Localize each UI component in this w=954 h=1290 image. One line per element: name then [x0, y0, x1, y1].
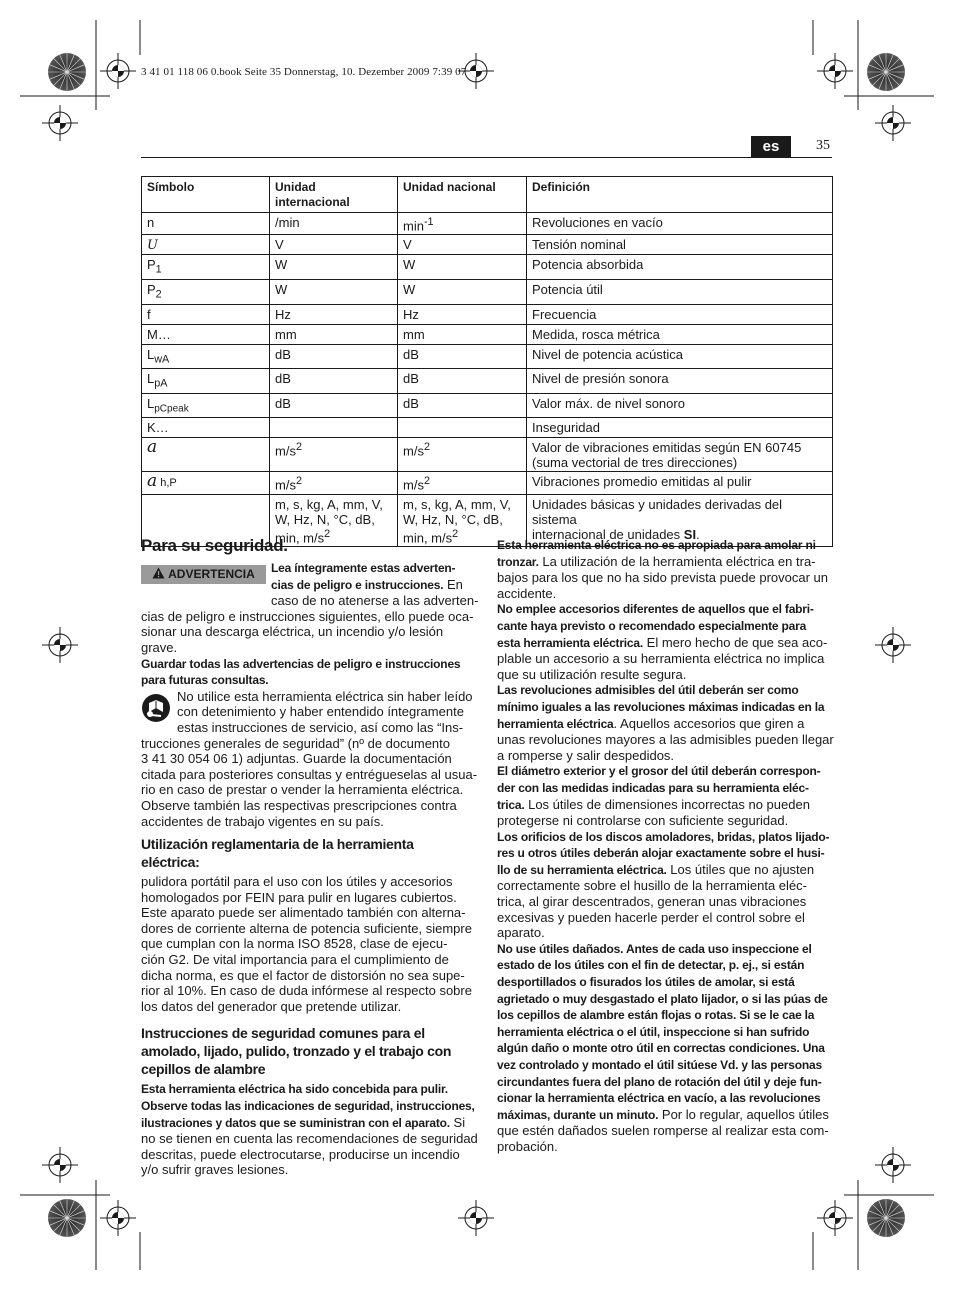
header-rule — [141, 157, 832, 158]
national-unit-cell: W — [398, 255, 527, 280]
table-row — [142, 324, 833, 344]
text-line: rio en caso de prestar o vender la herramienta eléctrica. — [141, 782, 464, 798]
definition-cell: Potencia absorbida — [527, 255, 833, 280]
text-line: homologados por FEIN para pulir en lugares cubiertos. — [141, 889, 457, 905]
text-line: Las revoluciones admisibles del útil deberán ser como — [497, 683, 799, 698]
right-column — [497, 537, 834, 1155]
national-unit-cell: V — [398, 235, 527, 255]
unit-cell: Hz — [270, 304, 398, 324]
text-line: estado de los útiles con el fin de detectar, p. ej., si están — [497, 958, 805, 973]
table-row — [142, 235, 833, 255]
table-row — [142, 255, 833, 280]
unit-cell: /min — [270, 213, 398, 235]
text-line: algún daño o monte otro útil en correctas condiciones. Una — [497, 1041, 825, 1056]
text-line: Observe todas las indicaciones de seguridad, instrucciones, — [141, 1099, 475, 1114]
text-line: amolado, lijado, pulido, tronzado y el trabajo con — [141, 1043, 452, 1060]
symbol-cell: $L_{pA}$ — [142, 369, 270, 394]
text-line: y/o sufrir graves lesiones. — [141, 1162, 289, 1178]
symbol-cell: K… — [142, 418, 270, 438]
column-header: Unidad nacional — [398, 177, 527, 213]
unit-cell: mm — [270, 324, 398, 344]
text-line: no se tienen en cuenta las recomendaciones de seguridad — [141, 1131, 478, 1147]
rated-speed-paragraph — [497, 682, 834, 763]
text-line: eléctrica: — [141, 854, 200, 871]
text-line: cante haya previsto o recomendado especialmente para — [497, 618, 807, 633]
text-line: para futuras consultas. — [141, 673, 269, 688]
text-line: El diámetro exterior y el grosor del útil deberán correspon- — [497, 764, 821, 779]
table-row — [142, 393, 833, 418]
warning-triangle-icon — [152, 567, 165, 579]
table-row — [142, 304, 833, 324]
accessories-paragraph — [497, 601, 834, 682]
text-line: Guardar todas las advertencias de peligro e instrucciones — [141, 656, 461, 671]
read-manual-text — [141, 736, 476, 830]
symbol-cell: M… — [142, 324, 270, 344]
text-line: que estén dañados suelen romperse al realizar esta com- — [497, 1123, 829, 1139]
text-line: dores de corriente alterna de potencia suficiente, siempre — [141, 920, 472, 936]
definition-cell: Frecuencia — [527, 304, 833, 324]
text-line: llo de su herramienta eléctrica. Los útiles que no ajusten — [497, 861, 815, 877]
unit-cell: W — [270, 279, 398, 304]
text-line: aparato. — [497, 925, 545, 941]
text-line: caso de no atenerse a las adverten- — [271, 593, 479, 609]
definition-cell: Tensión nominal — [527, 235, 833, 255]
text-line: descritas, puede electrocutarse, producirse un incendio — [141, 1146, 460, 1162]
text-line: accidente. — [497, 585, 557, 601]
text-line: esta herramienta eléctrica. El mero hecho de que sea aco- — [497, 634, 828, 650]
text-line: cionar la herramienta eléctrica en vacío, a las revoluciones — [497, 1091, 821, 1106]
national-unit-cell: m, s, kg, A, mm, V, W, Hz, N, °C, dB, min, $m/s^2$ — [398, 494, 527, 546]
national-unit-cell: $m/s^2$ — [398, 472, 527, 494]
dimensions-paragraph — [497, 763, 834, 828]
national-unit-cell: dB — [398, 393, 527, 418]
read-manual-icon — [141, 693, 171, 723]
text-line: excesivas y pueden hacerle perder el control sobre el — [497, 909, 805, 925]
text-line: Esta herramienta eléctrica no es apropiada para amolar ni — [497, 538, 816, 552]
definition-cell: Medida, rosca métrica — [527, 324, 833, 344]
text-line: desportillados o fisurados los útiles de amolar, si está — [497, 975, 795, 990]
unit-cell: dB — [270, 393, 398, 418]
symbol-cell: f — [142, 304, 270, 324]
definition-cell: Inseguridad — [527, 418, 833, 438]
text-line: Instrucciones de seguridad comunes para el — [141, 1025, 425, 1042]
page-number: 35 — [816, 138, 830, 153]
national-unit-cell: dB — [398, 344, 527, 369]
text-line: No use útiles dañados. Antes de cada uso inspeccione el — [497, 941, 812, 956]
definition-cell: Potencia útil — [527, 279, 833, 304]
symbol-cell: $L_{pCpeak}$ — [142, 393, 270, 418]
column-header: Definición — [527, 177, 833, 213]
intended-use-heading — [141, 835, 476, 871]
text-line: No emplee accesorios diferentes de aquellos que el fabri- — [497, 602, 814, 617]
unit-cell: dB — [270, 344, 398, 369]
column-header: Unidad internacional — [270, 177, 398, 213]
unit-cell: V — [270, 235, 398, 255]
text-line: a romperse y salir despedidos. — [497, 747, 675, 763]
text-line: mínimo iguales a las revoluciones máximas indicadas en la — [497, 699, 825, 714]
unit-cell: m, s, kg, A, mm, V, W, Hz, N, °C, dB, min, $m/s^2$ — [270, 494, 398, 546]
text-line: probación. — [497, 1138, 558, 1154]
definition-cell: Vibraciones promedio emitidas al pulir — [527, 472, 833, 494]
symbol-cell: n — [142, 213, 270, 235]
table-row — [142, 418, 833, 438]
national-unit-cell: W — [398, 279, 527, 304]
text-line: unas revoluciones mayores a las admisibles pueden llegar — [497, 732, 834, 748]
text-line: Este aparato puede ser alimentado también con alterna- — [141, 905, 466, 921]
text-line: que su utilización resulte segura. — [497, 666, 687, 682]
column-header: Símbolo — [142, 177, 270, 213]
arbor-holes-paragraph — [497, 829, 834, 941]
symbol-cell: $L_{wA}$ — [142, 344, 270, 369]
text-line: ción G2. De vital importancia para el cumplimiento de — [141, 952, 449, 968]
text-line: Utilización reglamentaria de la herramienta — [141, 836, 414, 853]
book-file-header: 3 41 01 118 06 0.book Seite 35 Donnerstag, 10. Dezember 2009 7:39 07 — [141, 66, 467, 78]
text-line: estas instrucciones de servicio, así como las “Ins- — [177, 719, 464, 735]
text-line: cepillos de alambre — [141, 1061, 266, 1078]
table-row — [142, 369, 833, 394]
text-line: Observe también las respectivas prescripciones contra — [141, 797, 457, 813]
warning-text — [141, 609, 476, 656]
national-unit-cell: Hz — [398, 304, 527, 324]
text-line: máximas, durante un minuto. Por lo regular, aquellos útiles — [497, 1106, 829, 1122]
definition-cell: Valor máx. de nivel sonoro — [527, 393, 833, 418]
text-line: los cepillos de alambre están flojas o rotas. Si se le cae la — [497, 1008, 815, 1023]
common-safety-heading — [141, 1024, 476, 1078]
text-line: citada para posteriores consultas y entrégueselas al usua- — [141, 766, 478, 782]
text-line: herramienta eléctrica o el útil, inspeccione si han sufrido — [497, 1024, 810, 1039]
text-line: tronzar. La utilización de la herramienta eléctrica en tra- — [497, 553, 816, 569]
unit-cell: dB — [270, 369, 398, 394]
read-manual-block — [141, 689, 476, 736]
text-line: protegerse ni controlarse con suficiente seguridad. — [497, 813, 789, 829]
table-row — [142, 279, 833, 304]
text-line: vez controlado y montado el útil sitúese Vd. y las personas — [497, 1058, 822, 1072]
text-line: trica. Los útiles de dimensiones incorrectas no pueden — [497, 796, 810, 812]
text-line: herramienta eléctrica. Aquellos accesorios que giren a — [497, 715, 805, 731]
national-unit-cell: $m/s^2$ — [398, 438, 527, 472]
text-line: agrietado o muy desgastado el plato lijador, o si las púas de — [497, 991, 828, 1006]
text-line: trucciones generales de seguridad” (nº de documento — [141, 735, 450, 751]
table-header-row — [142, 177, 833, 213]
not-for-cutting-paragraph — [497, 537, 834, 601]
text-line: Los orificios de los discos amoladores, bridas, platos lijado- — [497, 829, 830, 844]
unit-cell: $m/s^2$ — [270, 438, 398, 472]
symbol-cell: a h,P — [142, 472, 270, 494]
text-line: plable un accesorio a su herramienta eléctrica no implica — [497, 651, 825, 667]
language-badge: es — [751, 136, 791, 158]
left-column — [141, 536, 479, 1178]
definition-cell: Unidades básicas y unidades derivadas del sistema internacional de unidades SI. — [527, 494, 833, 546]
text-line: sionar una descarga eléctrica, un incendio y/o lesión — [141, 624, 444, 640]
text-line: grave. — [141, 639, 178, 655]
common-safety-text — [141, 1081, 476, 1178]
text-line: ilustraciones y datos que se suministran con el aparato. Si — [141, 1114, 466, 1130]
text-line: Esta herramienta eléctrica ha sido concebida para pulir. — [141, 1082, 448, 1097]
definition-cell: Valor de vibraciones emitidas según EN 60745 (suma vectorial de tres direcciones) — [527, 438, 833, 472]
read-manual-intro — [141, 689, 476, 736]
text-line: Lea íntegramente estas adverten- — [271, 561, 456, 575]
keep-instructions-text — [141, 656, 476, 689]
national-unit-cell: $\min^{-1}$ — [398, 213, 527, 235]
text-line: accidentes de trabajo vigentes en su país. — [141, 813, 384, 829]
table-row — [142, 438, 833, 472]
text-line: los datos del generador que pretende utilizar. — [141, 998, 402, 1014]
section-title: Para su seguridad. — [141, 536, 288, 555]
text-line: dicha norma, es que el factor de distorsión no sea supe- — [141, 967, 465, 983]
text-line: que cumplan con la norma ISO 8528, clase de ejecu- — [141, 936, 448, 952]
table-row — [142, 344, 833, 369]
warning-label: ADVERTENCIA — [141, 565, 266, 584]
damaged-tools-paragraph — [497, 941, 834, 1155]
symbol-cell: U — [142, 235, 270, 255]
text-line: cias de peligro e instrucciones siguientes, ello puede oca- — [141, 608, 474, 624]
text-line: res u otros útiles deberán alojar exactamente sobre el husi- — [497, 846, 825, 861]
text-line: correctamente sobre el husillo de la herramienta eléc- — [497, 878, 807, 894]
text-line: rior al 10%. En caso de duda infórmese al respecto sobre — [141, 983, 472, 999]
text-line: 3 41 30 054 06 1) adjuntas. Guarde la documentación — [141, 751, 452, 767]
text-line: circundantes fuera del plano de rotación del útil y deje fun- — [497, 1074, 822, 1089]
symbol-cell: $P_1$ — [142, 255, 270, 280]
national-unit-cell: mm — [398, 324, 527, 344]
text-line: trica, al girar descentrados, generan unas vibraciones — [497, 894, 807, 910]
text-line: cias de peligro e instrucciones. En — [271, 576, 463, 592]
unit-cell: $m/s^2$ — [270, 472, 398, 494]
text-line: No utilice esta herramienta eléctrica sin haber leído — [177, 688, 473, 704]
unit-cell — [270, 418, 398, 438]
unit-cell: W — [270, 255, 398, 280]
symbols-table — [141, 176, 833, 547]
symbol-cell: a — [142, 438, 270, 472]
text-line: con detenimiento y haber entendido íntegramente — [177, 704, 464, 720]
symbol-cell: $P_2$ — [142, 279, 270, 304]
definition-cell: Nivel de potencia acústica — [527, 344, 833, 369]
text-line: der con las medidas indicadas para su herramienta eléc- — [497, 780, 809, 795]
text-line: bajos para los que no ha sido prevista puede provocar un — [497, 570, 828, 586]
definition-cell: Nivel de presión sonora — [527, 369, 833, 394]
intended-use-text — [141, 874, 476, 1014]
definition-cell: Revoluciones en vacío — [527, 213, 833, 235]
text-line: pulidora portátil para el uso con los útiles y accesorios — [141, 874, 453, 890]
table-row — [142, 472, 833, 494]
national-unit-cell — [398, 418, 527, 438]
national-unit-cell: dB — [398, 369, 527, 394]
table-row — [142, 213, 833, 235]
